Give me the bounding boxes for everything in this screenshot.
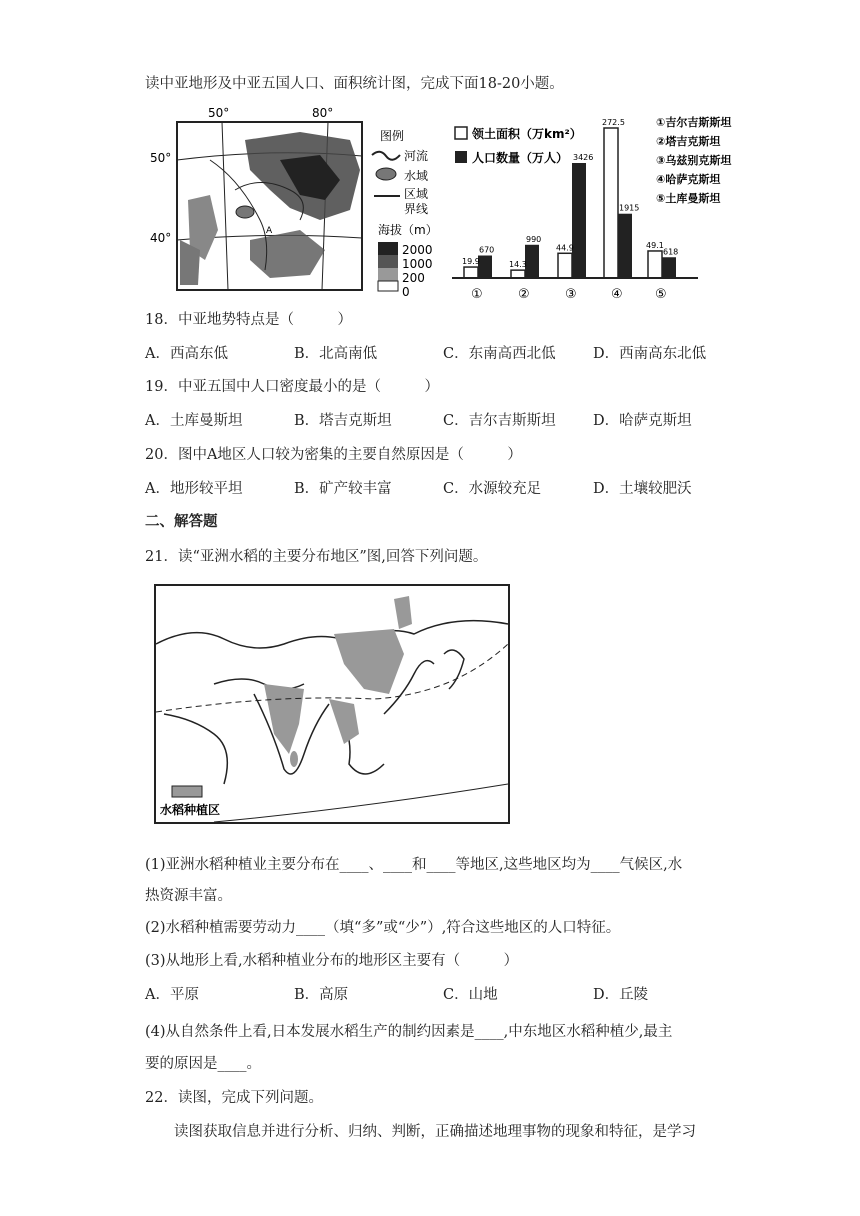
legend-elevation-title: 海拔（m）: [378, 223, 438, 237]
legend-area-swatch: [455, 127, 467, 139]
q21-option-b[interactable]: B．高原: [294, 987, 349, 1003]
area-bar-4: [604, 128, 618, 278]
q20-option-c[interactable]: C．水源较充足: [443, 481, 542, 497]
elev-1000-label: 1000: [402, 257, 433, 271]
q21-part1-line2: 热资源丰富。: [145, 888, 232, 904]
category-label-3: ③: [565, 287, 577, 302]
q19-option-a[interactable]: A．土库曼斯坦: [145, 413, 243, 429]
country-key-4: ④哈萨克斯坦: [656, 173, 721, 186]
elev-2000-swatch: [378, 242, 398, 255]
q19-option-d[interactable]: D．哈萨克斯坦: [593, 413, 692, 429]
area-value-label-5: 49.1: [646, 240, 664, 250]
area-bar-2: [511, 270, 525, 278]
legend-river: 河流: [404, 149, 429, 163]
country-key-1: ①吉尔吉斯斯坦: [656, 116, 732, 129]
rice-legend-swatch: [172, 786, 202, 797]
q21-option-d[interactable]: D．丘陵: [593, 987, 649, 1003]
lon-80-label: 80°: [312, 106, 334, 120]
elev-2000-label: 2000: [402, 243, 433, 257]
q18-stem: 18．中亚地势特点是（ ）: [145, 312, 352, 328]
area-value-label-2: 14.3: [509, 260, 527, 270]
population-bar-3: [572, 163, 586, 278]
country-key-3: ③乌兹别克斯坦: [656, 154, 732, 167]
population-value-label-4: 1915: [619, 203, 640, 213]
q21-part2: (2)水稻种植需要劳动力____（填“多”或“少”）,符合这些地区的人口特征。: [145, 920, 621, 936]
central-asia-stats-chart: [450, 110, 740, 305]
category-label-4: ④: [611, 287, 623, 302]
population-value-label-2: 990: [526, 234, 542, 244]
area-bar-5: [648, 251, 662, 278]
q21-option-c[interactable]: C．山地: [443, 987, 498, 1003]
q21-option-a[interactable]: A．平原: [145, 987, 199, 1003]
category-label-2: ②: [518, 287, 530, 302]
q18-option-b[interactable]: B．北高南低: [294, 346, 378, 362]
q19-stem: 19．中亚五国中人口密度最小的是（ ）: [145, 379, 439, 395]
lat-40-label: 40°: [150, 231, 172, 245]
asia-rice-map: [154, 584, 510, 824]
category-label-1: ①: [471, 287, 483, 302]
country-key-5: ⑤土库曼斯坦: [656, 192, 721, 205]
population-bar-2: [525, 245, 539, 278]
category-label-5: ⑤: [655, 287, 667, 302]
q21-part3: (3)从地形上看,水稻种植业分布的地形区主要有（ ）: [145, 953, 519, 969]
q18-option-c[interactable]: C．东南高西北低: [443, 346, 556, 362]
elev-0-label: 0: [402, 285, 410, 299]
legend-boundary-2: 界线: [404, 202, 429, 216]
rice-area-srilanka: [290, 751, 298, 767]
legend-boundary-1: 区域: [404, 187, 429, 201]
area-bar-3: [558, 253, 572, 278]
aral-sea: [236, 206, 254, 218]
q20-option-b[interactable]: B．矿产较丰富: [294, 481, 392, 497]
rice-legend-label: 水稻种植区: [160, 803, 221, 817]
legend-area-label: 领土面积（万km²）: [472, 127, 582, 141]
intro-text: 读中亚地形及中亚五国人口、面积统计图，完成下面18-20小题。: [145, 76, 564, 92]
q18-option-d[interactable]: D．西南高东北低: [593, 346, 707, 362]
q20-stem: 20．图中A地区人口较为密集的主要自然原因是（ ）: [145, 447, 522, 463]
area-value-label-4: 272.5: [602, 118, 625, 127]
q21-stem: 21．读“亚洲水稻的主要分布地区”图,回答下列问题。: [145, 549, 488, 565]
population-value-label-1: 670: [479, 245, 495, 255]
q20-option-a[interactable]: A．地形较平坦: [145, 481, 243, 497]
population-value-label-5: 618: [663, 247, 679, 257]
country-key-2: ②塔吉克斯坦: [656, 135, 721, 148]
elev-1000-swatch: [378, 255, 398, 268]
q20-option-d[interactable]: D．土壤较肥沃: [593, 481, 692, 497]
legend-pop-swatch: [455, 151, 467, 163]
point-a-label: A: [266, 226, 273, 236]
q22-body: 读图获取信息并进行分析、归纳、判断，正确描述地理事物的现象和特征，是学习: [174, 1124, 696, 1140]
water-legend-icon: [376, 168, 396, 180]
q21-part4-line2: 要的原因是____。: [145, 1056, 261, 1072]
legend-pop-label: 人口数量（万人）: [472, 151, 569, 165]
q19-option-c[interactable]: C．吉尔吉斯斯坦: [443, 413, 556, 429]
q21-part1-line1: (1)亚洲水稻种植业主要分布在____、____和____等地区,这些地区均为____气候区,水: [145, 857, 683, 873]
elev-200-label: 200: [402, 271, 425, 285]
q22-stem: 22．读图，完成下列问题。: [145, 1090, 323, 1106]
lon-50-label: 50°: [208, 106, 230, 120]
population-bar-1: [478, 256, 492, 278]
area-bar-1: [464, 267, 478, 278]
section-heading: 二、解答题: [145, 514, 218, 530]
elev-0-swatch: [378, 281, 398, 291]
river-legend-icon: [372, 152, 400, 160]
lat-50-label: 50°: [150, 151, 172, 165]
population-bar-5: [662, 257, 676, 278]
legend-water: 水域: [404, 169, 429, 183]
legend-title: 图例: [380, 129, 405, 143]
q21-part4-line1: (4)从自然条件上看,日本发展水稻生产的制约因素是____,中东地区水稻种植少,最主: [145, 1024, 673, 1040]
elev-200-swatch: [378, 268, 398, 281]
population-bar-4: [618, 214, 632, 278]
area-value-label-3: 44.9: [556, 243, 574, 253]
central-asia-terrain-map: [150, 100, 440, 300]
q18-option-a[interactable]: A．西高东低: [145, 346, 228, 362]
area-value-label-1: 19.9: [462, 257, 480, 267]
q19-option-b[interactable]: B．塔吉克斯坦: [294, 413, 392, 429]
population-value-label-3: 3426: [573, 153, 594, 162]
